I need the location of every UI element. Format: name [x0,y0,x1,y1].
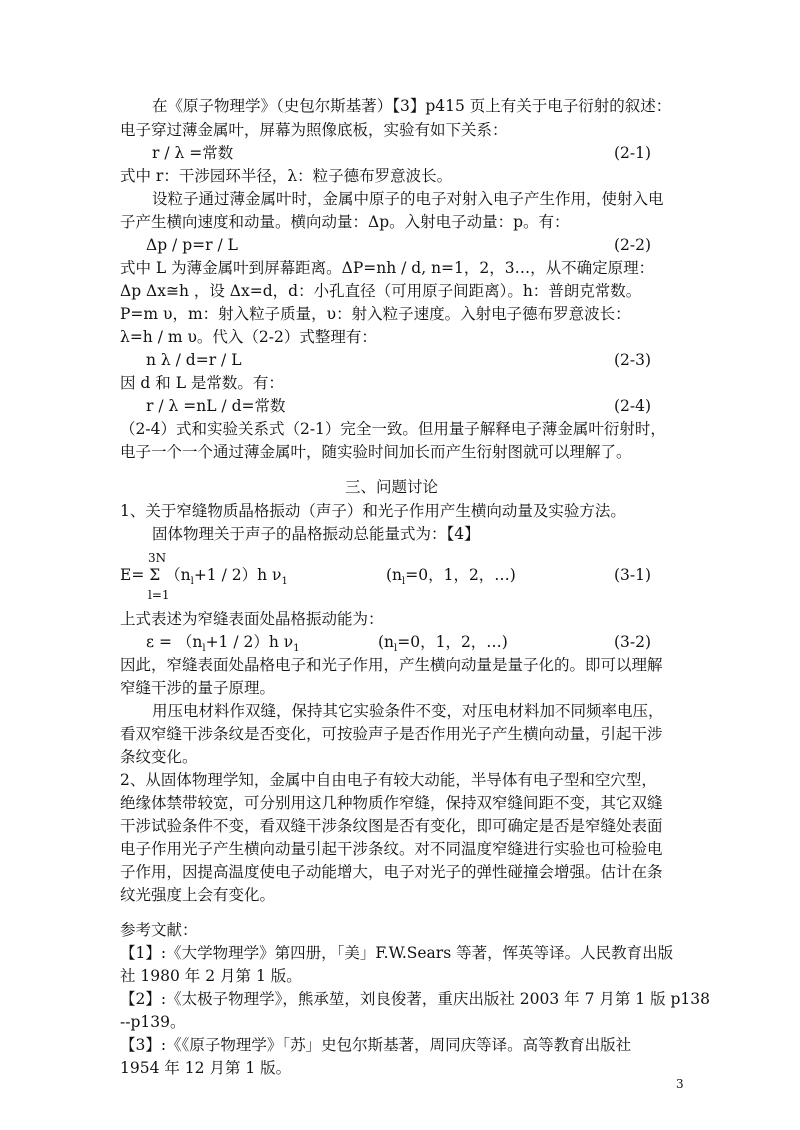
paragraph-line: 上式表述为窄缝表面处晶格振动能为： [120,610,384,628]
paragraph-line: 式中 r：干涉园环半径，λ：粒子德布罗意波长。 [120,167,453,185]
paragraph-line: 电子穿过薄金属叶，屏幕为照像底板，实验有如下关系： [120,121,508,139]
equation-condition: ($n_l=0$，1，2，…) [378,633,508,655]
equation-number: (3-1) [614,566,652,584]
paragraph-line: Δp Δx≅h ，设 Δx=d，d：小孔直径（可用原子间距离）。h：普朗克常数。 [120,282,642,300]
equation-number: (2-4) [614,397,652,415]
reference-line: --p139。 [120,1013,186,1031]
paragraph-line: 子产生横向速度和动量。横向动量：Δp。入射电子动量：p。有： [120,213,570,231]
paragraph-line: 设粒子通过薄金属叶时，金属中原子的电子对射入电子产生作用，使射入电 [152,190,664,208]
paragraph-line: 在《原子物理学》（史包尔斯基著）【3】p415 页上有关于电子衍射的叙述： [152,97,672,115]
paragraph-line: 用压电材料作双缝，保持其它实验条件不变，对压电材料加不同频率电压， [152,702,664,720]
paragraph-line: 电子作用光子产生横向动量引起干涉条纹。对不同温度窄缝进行实验也可检验电 [120,840,663,858]
paragraph-line: P=m υ，m：射入粒子质量，υ：射入粒子速度。入射电子德布罗意波长： [120,305,631,323]
paragraph-line: 固体物理关于声子的晶格振动总能量式为：【4】 [152,525,480,543]
paragraph-line: 子作用，因提高温度使电子动能增大，电子对光子的弹性碰撞会增强。估计在条 [120,863,663,881]
equation-number: (3-2) [614,633,652,651]
paragraph-line: λ=h / m υ。代入（2-2）式整理有： [120,328,377,346]
sum-upper-limit: 3N [148,551,167,565]
paragraph-line: 式中 L 为薄金属叶到屏幕距离。ΔP=nh / d, n=1，2，3…，从不确定原理： [120,259,655,277]
references-heading: 参考文献： [120,921,198,939]
page-number: 3 [676,1077,684,1091]
sum-lower-limit: l=1 [148,588,170,602]
paragraph-line: 看双窄缝干涉条纹是否变化，可按验声子是否作用光子产生横向动量，引起干涉 [120,725,663,743]
paragraph-line: 干涉试验条件不变，看双缝干涉条纹图是否有变化，即可确定是否是窄缝处表面 [120,817,663,835]
equation-number: (2-3) [614,351,652,369]
equation-2-2: Δp / p=r / L [146,236,238,254]
paragraph-line: 纹光强度上会有变化。 [120,886,276,904]
equation-condition: ($n_l=0$，1，2，…) [386,566,516,588]
reference-line: 【2】:《太极子物理学》，熊承堃，刘良俊著，重庆出版社 2003 年 7 月第 1 版 p138 [120,990,711,1008]
paragraph-line: 1、关于窄缝物质晶格振动（声子）和光子作用产生横向动量及实验方法。 [120,502,626,520]
paragraph-line: 因此，窄缝表面处晶格电子和光子作用，产生横向动量是量子化的。即可以理解 [120,656,663,674]
paragraph-line: 电子一个一个通过薄金属叶，随实验时间加长而产生衍射图就可以理解了。 [120,443,632,461]
paragraph-line: （2-4）式和实验关系式（2-1）完全一致。但用量子解释电子薄金属叶衍射时， [120,420,666,438]
reference-line: 1954 年 12 月第 1 版。 [120,1059,292,1077]
equation-2-1: r / λ =常数 [152,144,234,162]
equation-2-4: r / λ =nL / d=常数 [146,397,286,415]
equation-3-1: E= Σ $(n_l+1 / 2)h$ $\nu_1$ [120,566,288,588]
reference-line: 【1】:《大学物理学》第四册，「美」F.W.Sears 等著，恽英等译。人民教育出版 [120,944,674,962]
paragraph-line: 窄缝干涉的量子原理。 [120,679,276,697]
paragraph-line: 条纹变化。 [120,748,198,766]
paragraph-line: 绝缘体禁带较宽，可分别用这几种物质作窄缝，保持双窄缝间距不变，其它双缝 [120,794,663,812]
equation-3-2: $\varepsilon = (n_l+1 / 2)h$ $\nu_1$ [146,633,300,655]
paragraph-line: 因 d 和 L 是常数。有： [120,374,284,392]
reference-line: 【3】:《《原子物理学》「苏」史包尔斯基著，周同庆等译。高等教育出版社 [120,1036,632,1054]
equation-number: (2-1) [614,144,652,162]
equation-2-3: n λ / d=r / L [146,351,242,369]
reference-line: 社 1980 年 2 月第 1 版。 [120,967,302,985]
paragraph-line: 2、从固体物理学知，金属中自由电子有较大动能，半导体有电子型和空穴型， [120,771,657,789]
section-heading: 三、问题讨论 [345,478,439,496]
equation-number: (2-2) [614,236,652,254]
